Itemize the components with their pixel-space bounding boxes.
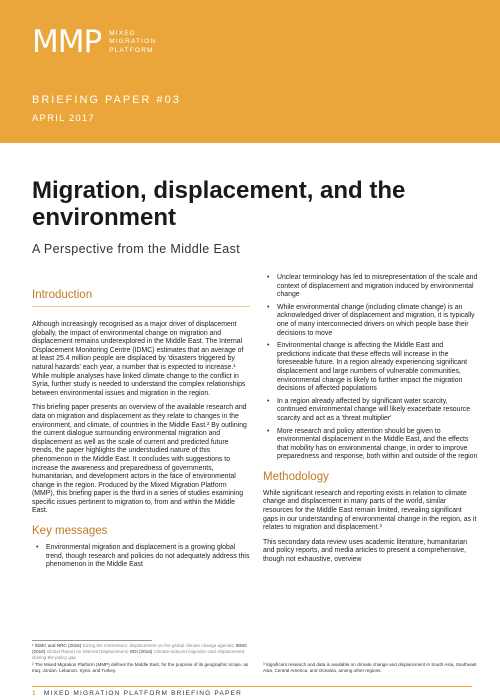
footnote-text: ¹ IDMC and NRC (2016) <box>32 643 83 648</box>
right-column <box>263 274 478 571</box>
mmp-logo <box>32 24 157 60</box>
logo-mark: MMP <box>32 24 102 60</box>
key-messages-list-continued <box>263 274 478 462</box>
list-item: • Environmental change is affecting the Middle East and predictions indicate that these effects will increase in the foreseeable future. In a region already experiencing significant displacement and large numbers of vulnerable communities, environmental change is likely to further impact the migration decisions of affected populations <box>277 342 478 394</box>
list-item: • Environmental migration and displacement is a growing global trend, though research and policies do not adequately address this phenomenon in the Middle East <box>46 544 250 570</box>
methodology-heading: Methodology <box>263 470 329 483</box>
footnote-source: Sizing the momentum: displacement on the global climate change agenda <box>82 643 233 648</box>
page-footer <box>32 690 242 697</box>
footnote-text: ; IDMC (2016) <box>32 643 248 655</box>
footnote-source: Climate-induced migration and displacement: closing the policy gap <box>32 649 246 661</box>
series-label: BRIEFING PAPER #03 <box>32 94 181 106</box>
footnote-2: ² The Mixed Migration Platform (MMP) defines the Middle East, for the purpose of its geographic scope, as Iraq, Jordan, Lebanon, Syria, and Turkey. <box>32 661 249 673</box>
header-banner <box>0 0 500 143</box>
page-subtitle: A Perspective from the Middle East <box>32 242 241 256</box>
footnotes-left <box>32 643 252 674</box>
key-messages-heading: Key messages <box>32 525 108 538</box>
footer-divider <box>32 686 472 687</box>
introduction-heading: Introduction <box>32 289 93 301</box>
methodology-paragraph: While significant research and reporting exists in relation to climate change and displacement in many parts of the world, similar resources for the Middle East remain limited, revealing significant gaps in our understanding of environmental change in the region, as it relates to migration and displacement.³ <box>263 489 477 532</box>
intro-paragraph: Although increasingly recognised as a major driver of displacement globally, the impact of environmental change on migration and displacement remains underexplored in the Middle East. The Internal Displacement Monitoring Centre (IDMC) estimates that an average of at least 25.4 million people are displaced by 'disasters triggered by natural hazards' each year, a number that is expected to increase.¹ While multiple analyses have linked climate change to the conflict in Syria, further study is needed to understand the complex relationships between environmental issues and migration in the region. <box>32 321 246 397</box>
page-number: 1 <box>32 690 37 697</box>
logo-line: MIXED <box>109 29 136 37</box>
page-title: Migration, displacement, and the environment <box>32 177 406 231</box>
logo-line: PLATFORM <box>109 46 154 54</box>
footnote-source: Global Report on Internal Displacement <box>46 649 127 655</box>
logo-text <box>109 30 156 56</box>
section-divider <box>32 306 250 307</box>
list-item: • While environmental change (including climate change) is an acknowledged driver of displacement and migration, it is typically one of many interconnected drivers on which people base their decisions to move <box>277 304 478 338</box>
footer-text: MIXED MIGRATION PLATFORM BRIEFING PAPER <box>43 690 242 697</box>
key-messages-list <box>32 544 250 570</box>
footnote-3: ³ Significant research and data is available on climate change and displacement in South Asia, Southeast Asia, Central America, and Oceania, among other regions. <box>263 662 477 674</box>
footnote-1 <box>32 643 252 662</box>
publication-date: APRIL 2017 <box>32 113 95 124</box>
list-item: • In a region already affected by significant water scarcity, continued environmental change will likely exacerbate resource scarcity and act as a 'threat multiplier' <box>277 398 478 424</box>
methodology-paragraph: This secondary data review uses academic literature, humanitarian and policy reports, and media articles to present a comprehensive, though not exhaustive, overview <box>263 538 468 564</box>
left-column <box>32 288 250 574</box>
logo-line: MIGRATION <box>109 38 157 46</box>
intro-paragraph: This briefing paper presents an overview of the available research and data on migration and displacement as they relate to changes in the environment, and climate, of countries in the Middle East.² By outlining the current dialogue surrounding environmental migration and displacement as well as the scale of current and predicted future trends, the paper highlights the understudied nature of this phenomenon in the Middle East. It concludes with suggestions to increase the awareness and preparedness of governments, humanitarian, and development actors in the face of environmental change in the region. Produced by the Mixed Migration Platform (MMP), this briefing paper is the third in a series of studies examining specific issues pertinent to migration to, from and within the Middle East. <box>32 404 247 515</box>
list-item: • Unclear terminology has led to misrepresentation of the scale and context of displacement and migration induced by environmental change <box>277 274 478 300</box>
footnote-divider <box>32 640 152 641</box>
list-item: • More research and policy attention should be given to environmental displacement in the Middle East, and the effects that mobility has on environmental change, in order to improve preparedness and response, both within and outside of the region <box>277 428 478 462</box>
footnote-text: ; ODI (2016) <box>127 649 154 655</box>
